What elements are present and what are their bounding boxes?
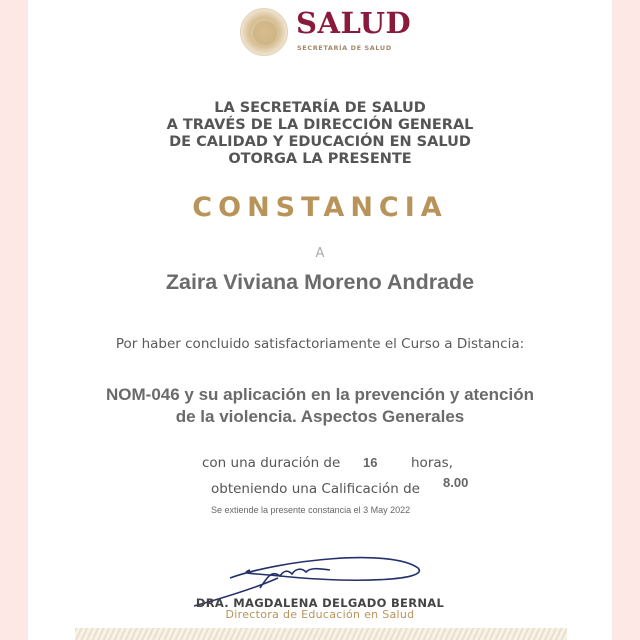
course-line: de la violencia. Aspectos Generales (175, 407, 465, 426)
duration-suffix: horas, (411, 455, 453, 471)
issuer-header (0, 100, 640, 168)
salud-logo (240, 8, 410, 58)
header-line: DE CALIDAD Y EDUCACIÓN EN SALUD (169, 134, 471, 150)
issue-date-text: Se extiende la presente constancia el 3 May 2022 (211, 505, 411, 515)
header-line: OTORGA LA PRESENTE (228, 151, 412, 167)
duration-prefix: con una duración de (202, 455, 341, 471)
header-line: A TRAVÉS DE LA DIRECCIÓN GENERAL (166, 117, 474, 133)
course-title (0, 384, 640, 428)
signatory-role: Directora de Educación en Salud (225, 608, 415, 621)
decorative-border (75, 628, 567, 640)
intro-text: Por haber concluido satisfactoriamente el Curso a Distancia: (115, 336, 525, 352)
grade-value: 8.00 (443, 475, 469, 490)
brand-name: SALUD (296, 6, 412, 40)
brand-subtitle: SECRETARÍA DE SALUD (297, 44, 392, 52)
certificate-title: CONSTANCIA (192, 192, 448, 223)
coat-of-arms-icon (240, 8, 288, 56)
header-line: LA SECRETARÍA DE SALUD (214, 100, 426, 116)
course-line: NOM-046 y su aplicación en la prevención y atención (106, 385, 534, 404)
to-label: A (315, 246, 325, 261)
recipient-name: Zaira Viviana Moreno Andrade (165, 270, 475, 294)
grade-prefix: obteniendo una Calificación de (211, 481, 420, 497)
signatory-name: DRA. MAGDALENA DELGADO BERNAL (195, 596, 445, 610)
duration-value: 16 (363, 455, 378, 470)
